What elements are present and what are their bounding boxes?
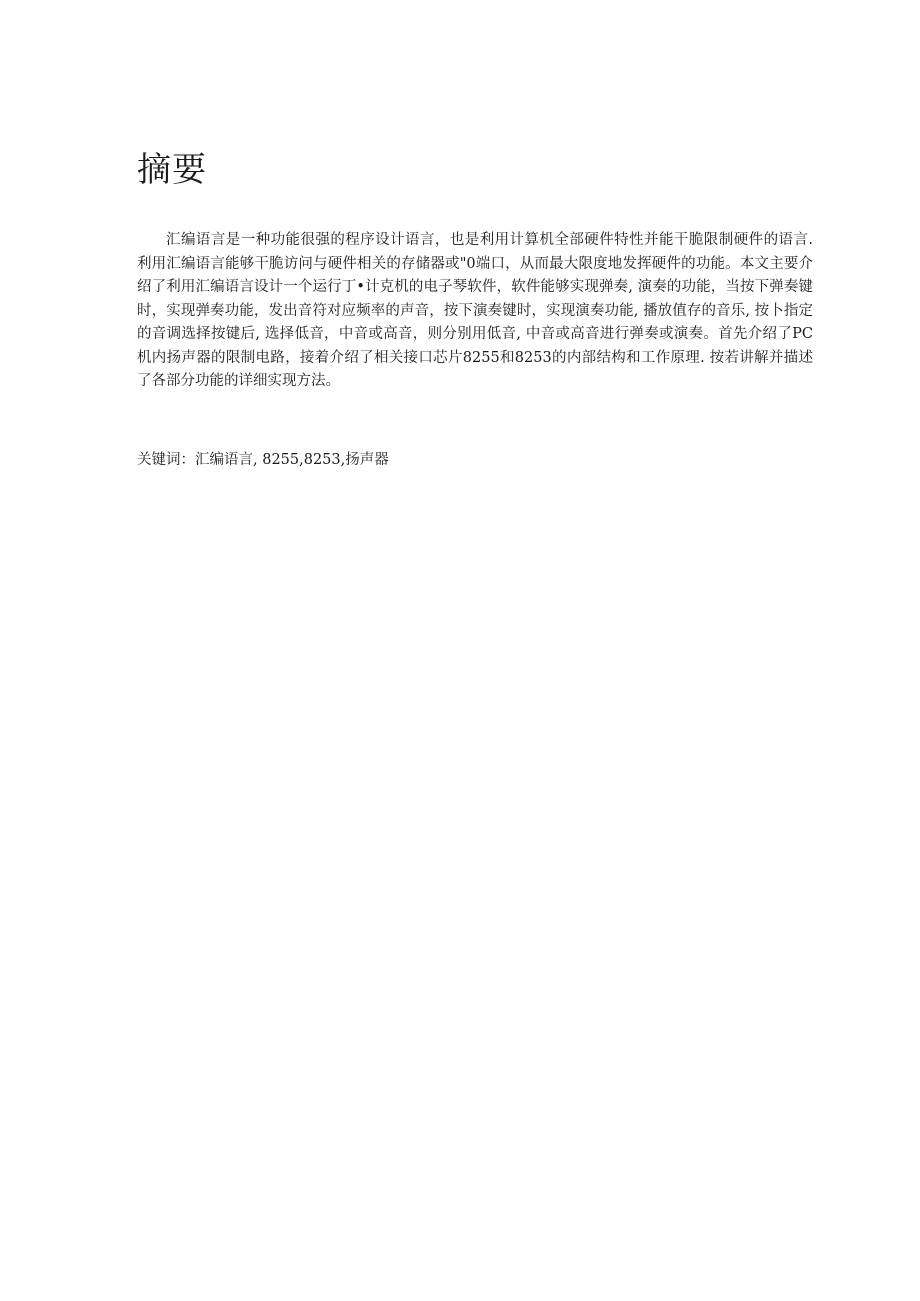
abstract-paragraph: 汇编语言是一种功能很强的程序设计语言，也是利用计算机全部硬件特性并能干脆限制硬件的语言. 利用汇编语言能够干脆访问与硬件相关的存储器或"0端口，从而最大限度地发挥硬件的功能。本文主要介绍了利用汇编语言设计一个运行丁•计克机的电子琴软件，软件能够实现弹奏, 演奏的功能，当按下弹奏键时，实现弹奏功能，发出音符对应频率的声音，按下演奏键时，实现演奏功能, 播放值存的音乐, 按卜指定的音调选择按键后, 选择低音，中音或高音，则分别用低音, 中音或高音进行弹奏或演奏。首先介绍了PC机内扬声器的限制电路，接着介绍了相关接口芯片8255和8253的内部结构和工作原理. 按若讲解并描述了各部分功能的详细实现方法。 <box>137 232 813 389</box>
keywords-line: 关键词：汇编语言, 8255,8253,扬声器 <box>137 452 389 468</box>
page-title: 摘要 <box>137 150 207 190</box>
